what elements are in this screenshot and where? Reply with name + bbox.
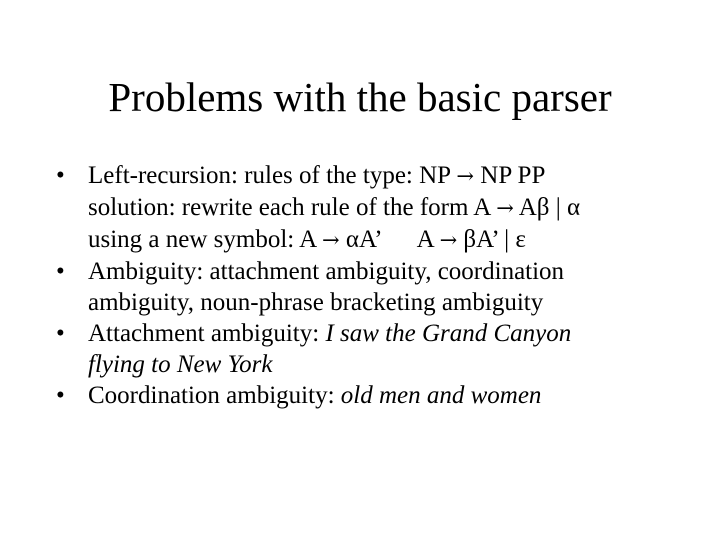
text: αA’ bbox=[339, 226, 383, 253]
text: A bbox=[416, 226, 440, 253]
example-text: I saw the Grand Canyon bbox=[325, 320, 572, 347]
text: Left-recursion: rules of the type: NP bbox=[88, 162, 457, 189]
bullet-line bbox=[88, 160, 696, 192]
bullet-left-recursion bbox=[56, 160, 696, 256]
bullet-line: ambiguity, noun-phrase bracketing ambiguity bbox=[88, 289, 544, 316]
bullet-marker: • bbox=[56, 258, 65, 285]
bullet-marker: • bbox=[56, 320, 65, 347]
bullet-coordination bbox=[56, 380, 696, 411]
bullet-marker: • bbox=[56, 162, 65, 189]
arrow-symbol: → bbox=[456, 164, 475, 188]
bullet-line bbox=[88, 192, 696, 224]
text: Aβ | α bbox=[513, 194, 581, 221]
bullet-line bbox=[88, 318, 696, 349]
bullet-line: Ambiguity: attachment ambiguity, coordination bbox=[88, 258, 565, 285]
text: βA’ | ε bbox=[457, 226, 526, 253]
text: Coordination ambiguity: bbox=[88, 382, 341, 409]
text: using a new symbol: A bbox=[88, 226, 323, 253]
arrow-symbol: → bbox=[496, 196, 514, 220]
text: Attachment ambiguity: bbox=[88, 320, 326, 347]
example-text: old men and women bbox=[340, 382, 542, 409]
bullet-line bbox=[88, 224, 696, 256]
slide-title: Problems with the basic parser bbox=[108, 74, 612, 120]
text: NP PP bbox=[474, 162, 546, 189]
bullet-attachment bbox=[56, 318, 696, 380]
text: solution: rewrite each rule of the form A bbox=[88, 194, 497, 221]
arrow-symbol: → bbox=[322, 228, 340, 252]
bullet-marker: • bbox=[56, 382, 65, 409]
bullet-line bbox=[88, 380, 696, 411]
arrow-symbol: → bbox=[439, 228, 458, 252]
bullet-ambiguity bbox=[56, 256, 696, 318]
bullet-list bbox=[56, 160, 696, 411]
example-text: flying to New York bbox=[88, 351, 273, 378]
